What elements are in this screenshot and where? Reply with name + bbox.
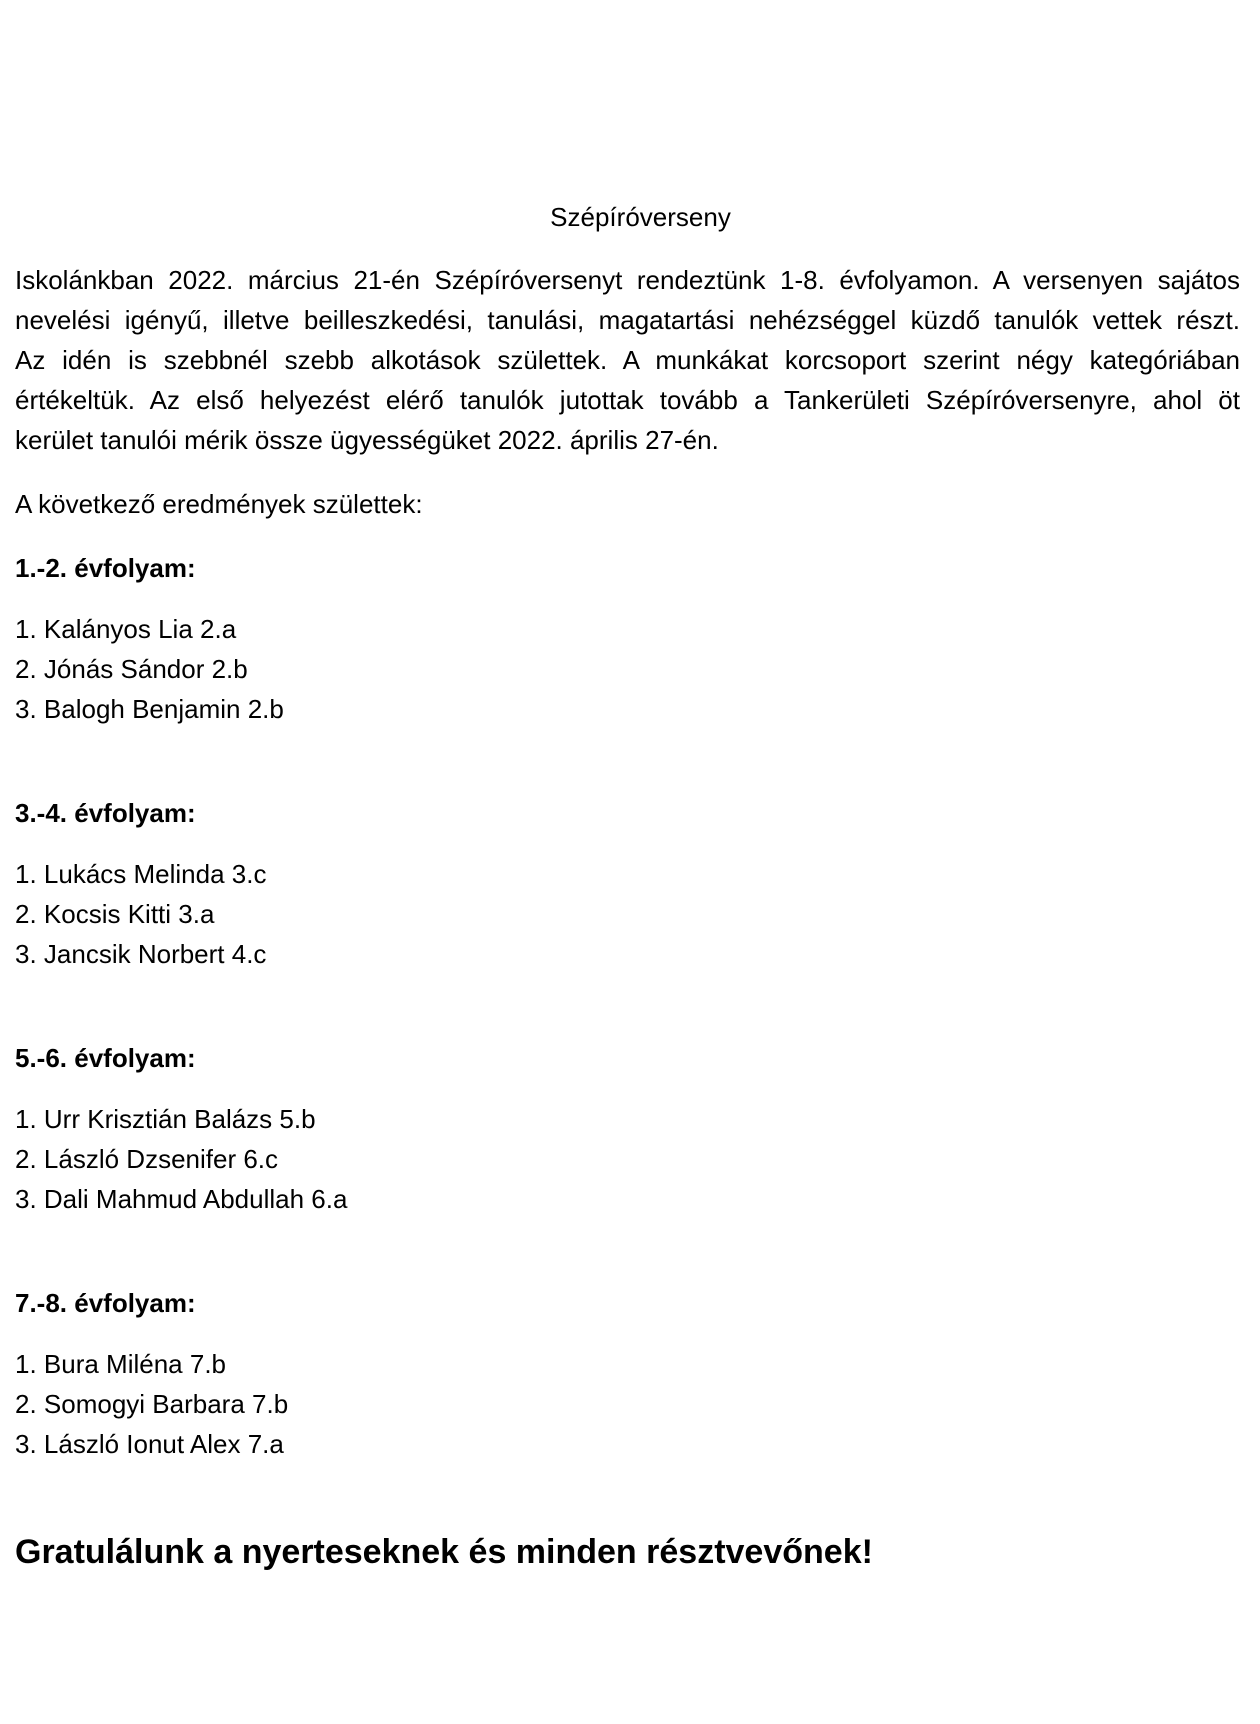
result-item: 2. László Dzsenifer 6.c [15,1144,279,1174]
results-list [15,1099,1240,1219]
results-list [15,1344,1240,1464]
result-item: 3. Jancsik Norbert 4.c [15,939,267,969]
closing-message: Gratulálunk a nyerteseknek és minden résztvevőnek! [15,1533,873,1571]
category-grade-1-2 [15,548,1240,729]
results-intro: A következő eredmények születtek: [15,489,423,519]
result-item: 3. Balogh Benjamin 2.b [15,694,284,724]
result-item: 2. Kocsis Kitti 3.a [15,899,215,929]
document-title: Szépíróverseny [550,202,731,232]
category-grade-5-6 [15,1038,1240,1219]
intro-line: értékeltük. Az első helyezést elérő tanulók jutottak tovább a Tankerületi Szépíróversenyre, ahol öt [15,385,1240,415]
result-item: 1. Kalányos Lia 2.a [15,614,237,644]
intro-line: Iskolánkban 2022. március 21-én Szépíróversenyt rendeztünk 1-8. évfolyamon. A versenyen sajátos [15,265,1240,295]
category-grade-3-4 [15,793,1240,974]
result-item: 1. Lukács Melinda 3.c [15,859,267,889]
result-item: 2. Jónás Sándor 2.b [15,654,248,684]
category-heading: 1.-2. évfolyam: [15,553,196,583]
category-heading: 5.-6. évfolyam: [15,1043,196,1073]
intro-line: Az idén is szebbnél szebb alkotások születtek. A munkákat korcsoport szerint négy kategóriában [15,345,1240,375]
intro-paragraph [15,260,1240,460]
category-grade-7-8 [15,1283,1240,1464]
result-item: 3. László Ionut Alex 7.a [15,1429,284,1459]
result-item: 3. Dali Mahmud Abdullah 6.a [15,1184,348,1214]
results-list [15,854,1240,974]
result-item: 1. Bura Miléna 7.b [15,1349,227,1379]
intro-line: kerület tanulói mérik össze ügyességüket 2022. április 27-én. [15,425,719,455]
document-body [15,197,1240,1574]
category-heading: 3.-4. évfolyam: [15,798,196,828]
intro-line: nevelési igényű, illetve beilleszkedési, tanulási, magatartási nehézséggel küzdő tanulók vettek részt. [15,305,1240,335]
result-item: 2. Somogyi Barbara 7.b [15,1389,289,1419]
result-item: 1. Urr Krisztián Balázs 5.b [15,1104,316,1134]
category-heading: 7.-8. évfolyam: [15,1288,196,1318]
results-list [15,609,1240,729]
